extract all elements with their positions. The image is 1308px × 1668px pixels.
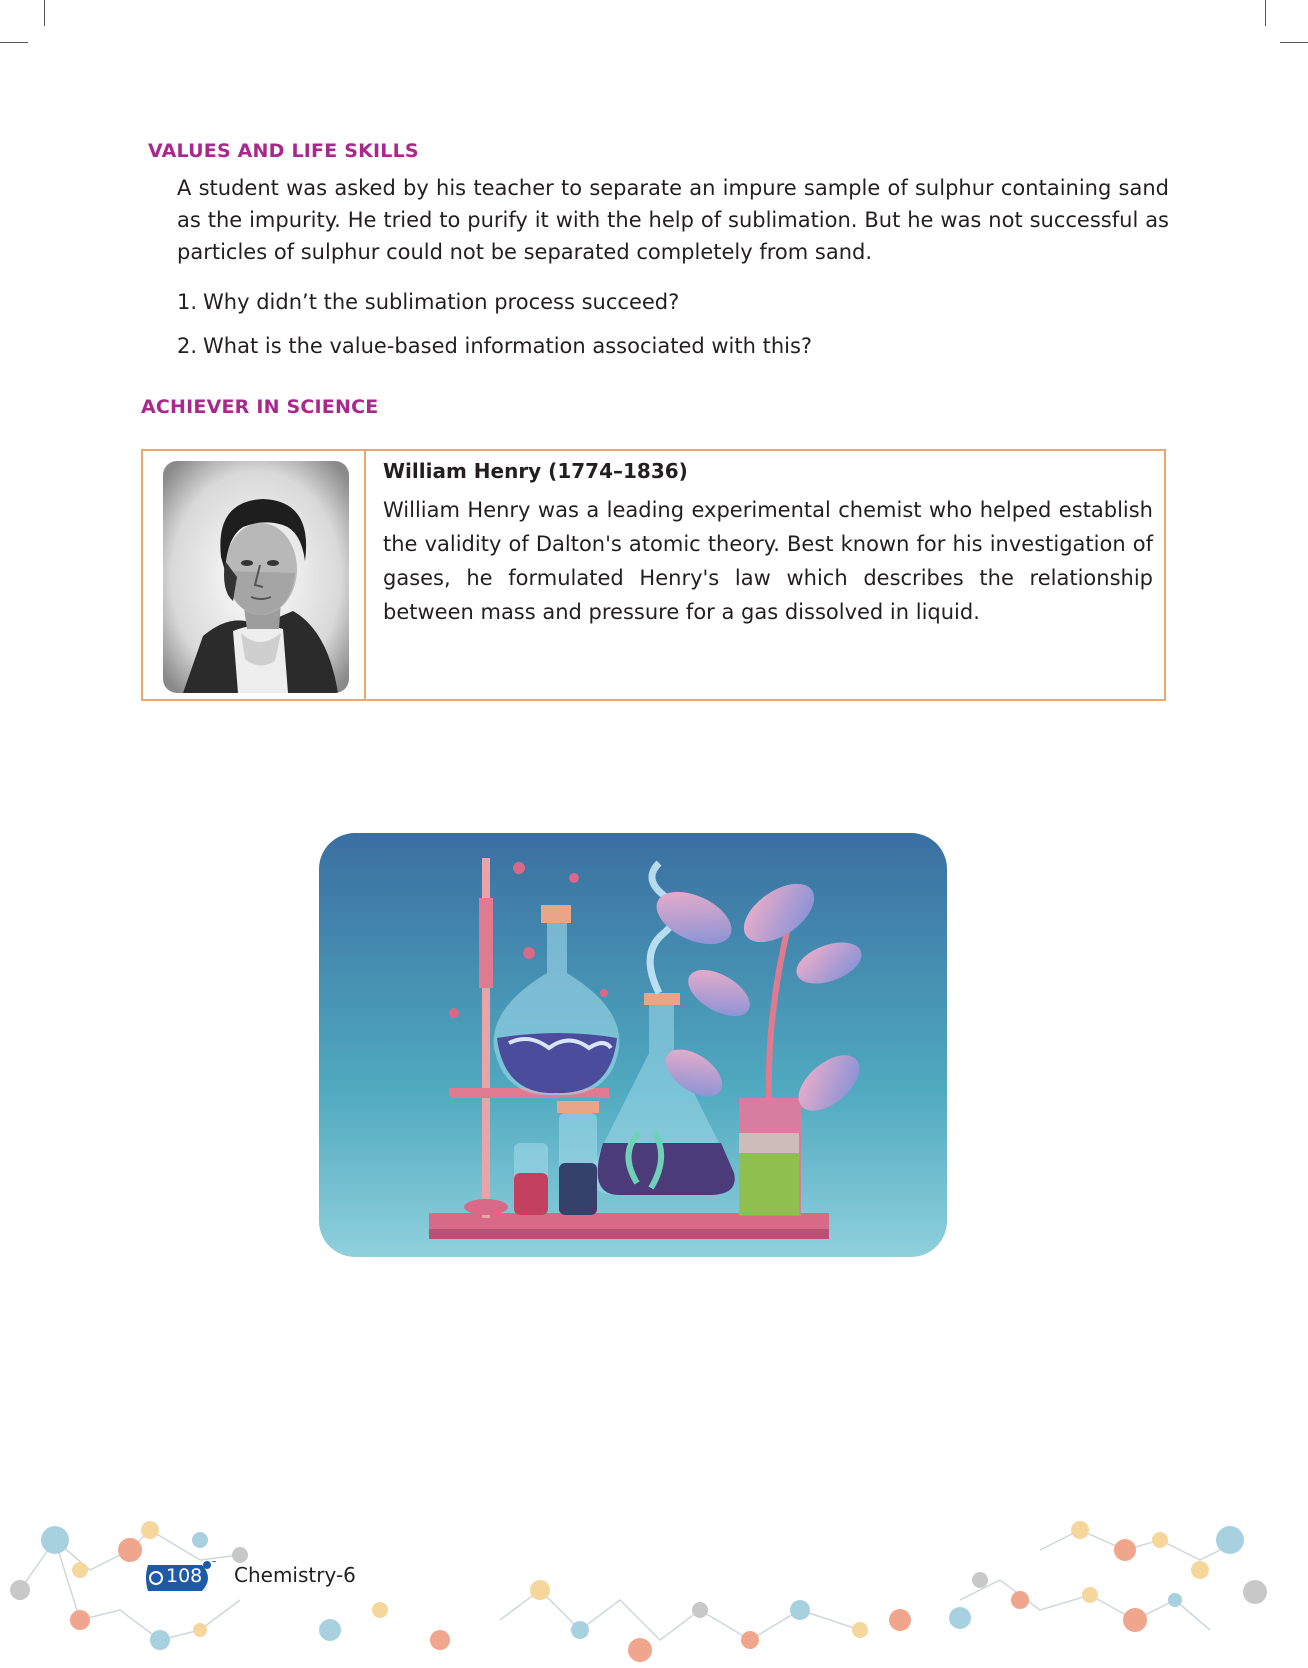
question-number: 1.	[177, 290, 198, 314]
box-divider	[364, 451, 366, 699]
achiever-box	[141, 449, 1166, 701]
crop-mark	[0, 42, 28, 43]
achiever-description: William Henry was a leading experimental chemist who helped establish the validity of Dalton's atomic theory. Best known for his investigation of gases, he formulated Henry's law which describes the relationship between mass and pressure for a gas dissolved in liquid.	[383, 498, 1153, 624]
achiever-name: William Henry (1774–1836)	[383, 459, 688, 483]
question-text: What is the value-based information associated with this?	[203, 334, 813, 358]
question-number: 2.	[177, 334, 198, 358]
crop-mark	[1265, 0, 1266, 26]
crop-mark	[1280, 42, 1308, 43]
page-number-badge	[144, 1561, 216, 1595]
lab-illustration	[319, 833, 947, 1257]
values-paragraph: A student was asked by his teacher to separate an impure sample of sulphur containing sand as the impurity. He tried to purify it with the help of sublimation. But he was not successful as particles of sulphur could not be separated completely from sand.	[177, 176, 1169, 264]
question-1	[177, 287, 679, 317]
book-title: Chemistry-6	[234, 1563, 356, 1587]
values-heading: VALUES AND LIFE SKILLS	[148, 140, 419, 162]
question-text: Why didn’t the sublimation process succeed?	[203, 290, 680, 314]
crop-mark	[44, 0, 45, 26]
portrait-image	[163, 461, 349, 693]
question-2	[177, 331, 812, 361]
achiever-heading: ACHIEVER IN SCIENCE	[141, 396, 379, 418]
page-number: 108	[166, 1565, 203, 1587]
